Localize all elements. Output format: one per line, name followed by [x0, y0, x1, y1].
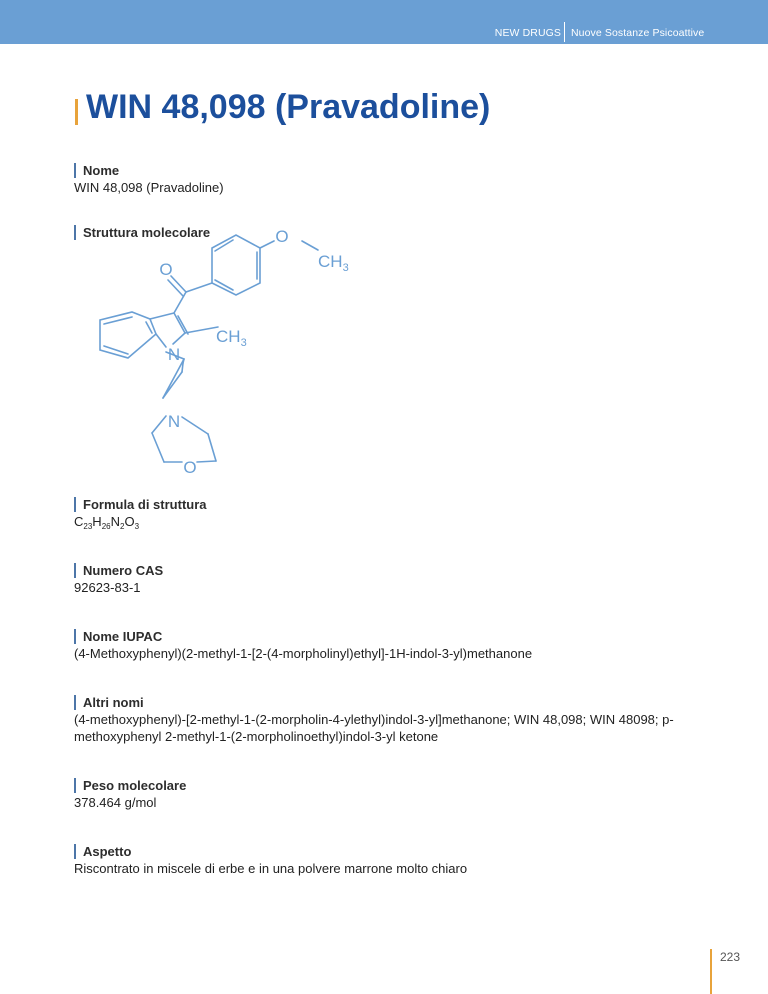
atom-ch3-methoxy: $CH_3$	[318, 252, 349, 274]
value-formula: $C_{23}H_{26}N_2O_3$	[74, 514, 140, 531]
atom-o-methoxy: O	[275, 227, 289, 246]
section-aspetto	[74, 844, 467, 877]
value-nome: WIN 48,098 (Pravadoline)	[74, 180, 224, 195]
value-altri-nomi: (4-methoxyphenyl)-[2-methyl-1-(2-morpholin-4-ylethyl)indol-3-yl]methanone; WIN 48,098; WIN 48098; p-methoxyphenyl 2-methyl-1-(2-morpholinoethyl)indol-3-yl ketone	[74, 712, 674, 744]
label-cas: Numero CAS	[74, 563, 163, 578]
label-formula: Formula di struttura	[74, 497, 207, 512]
page-number: 223	[720, 950, 741, 964]
label-aspetto: Aspetto	[74, 844, 467, 859]
value-cas: 92623-83-1	[74, 580, 141, 595]
atom-ch3-methyl: $CH_3$	[216, 327, 247, 349]
section-altri-nomi	[74, 695, 734, 745]
section-peso	[74, 778, 186, 811]
structure-labels	[159, 227, 348, 477]
value-aspetto: Riscontrato in miscele di erbe e in una polvere marrone molto chiaro	[74, 861, 468, 876]
header-divider	[564, 22, 565, 42]
section-iupac	[74, 629, 532, 662]
title-accent	[75, 99, 78, 125]
atom-o-carbonyl: O	[159, 260, 173, 279]
header-bar	[0, 0, 768, 44]
section-formula	[74, 497, 207, 532]
atom-o-morpholine: O	[183, 458, 197, 477]
molecular-structure	[90, 220, 380, 482]
footer-accent	[710, 949, 712, 994]
label-nome: Nome	[74, 163, 224, 178]
label-iupac: Nome IUPAC	[74, 629, 532, 644]
section-nome	[74, 163, 224, 196]
value-iupac: (4-Methoxyphenyl)(2-methyl-1-[2-(4-morpholinyl)ethyl]-1H-indol-3-yl)methanone	[74, 646, 533, 661]
atom-n-morpholine: N	[167, 412, 181, 431]
atom-n-indole: N	[167, 345, 181, 364]
header-section: NEW DRUGS	[494, 27, 561, 39]
page-title: WIN 48,098 (Pravadoline)	[86, 88, 491, 126]
label-struttura: Struttura molecolare	[74, 225, 210, 240]
value-peso: 378.464 g/mol	[74, 795, 157, 810]
structure-bonds	[100, 235, 318, 462]
label-peso: Peso molecolare	[74, 778, 186, 793]
label-altri-nomi: Altri nomi	[74, 695, 734, 710]
header-subsection: Nuove Sostanze Psicoattive	[571, 27, 705, 39]
section-cas	[74, 563, 163, 596]
